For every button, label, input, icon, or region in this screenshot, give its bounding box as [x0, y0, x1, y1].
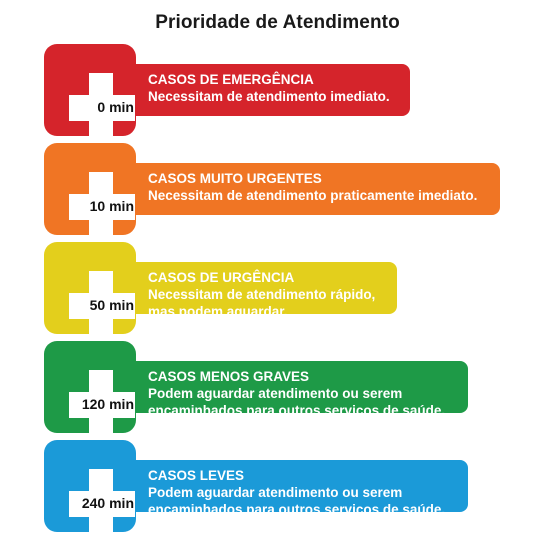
priority-description: [148, 269, 375, 320]
wait-time: 0 min: [97, 99, 134, 115]
priority-heading: CASOS DE EMERGÊNCIA: [148, 72, 314, 87]
priority-line-2: mas podem aguardar.: [148, 304, 288, 319]
priority-very-urgent: [0, 143, 555, 235]
priority-description: [148, 368, 445, 419]
priority-line-1: Podem aguardar atendimento ou serem: [148, 386, 403, 401]
priority-line-1: Necessitam de atendimento praticamente imediato.: [148, 188, 478, 203]
priority-heading: CASOS MUITO URGENTES: [148, 171, 322, 186]
priority-urgent: [0, 242, 555, 334]
wait-time: 50 min: [89, 297, 134, 313]
priority-heading: CASOS LEVES: [148, 468, 245, 483]
wait-time: 10 min: [89, 198, 134, 214]
priority-heading: CASOS MENOS GRAVES: [148, 369, 310, 384]
priority-description: [148, 71, 390, 105]
priority-emergency: [0, 44, 555, 136]
priority-description: [148, 467, 445, 518]
priority-heading: CASOS DE URGÊNCIA: [148, 270, 295, 285]
priority-description: [148, 170, 477, 204]
priority-minor: [0, 440, 555, 532]
page-title: Prioridade de Atendimento: [155, 12, 400, 33]
priority-line-1: Necessitam de atendimento imediato.: [148, 89, 390, 104]
wait-time: 240 min: [81, 495, 134, 511]
wait-time: 120 min: [81, 396, 134, 412]
priority-line-1: Podem aguardar atendimento ou serem: [148, 485, 403, 500]
priority-line-2: encaminhados para outros serviços de saúde.: [148, 502, 446, 517]
priority-less-serious: [0, 341, 555, 433]
priority-line-2: encaminhados para outros serviços de saúde.: [148, 403, 446, 418]
priority-line-1: Necessitam de atendimento rápido,: [148, 287, 376, 302]
